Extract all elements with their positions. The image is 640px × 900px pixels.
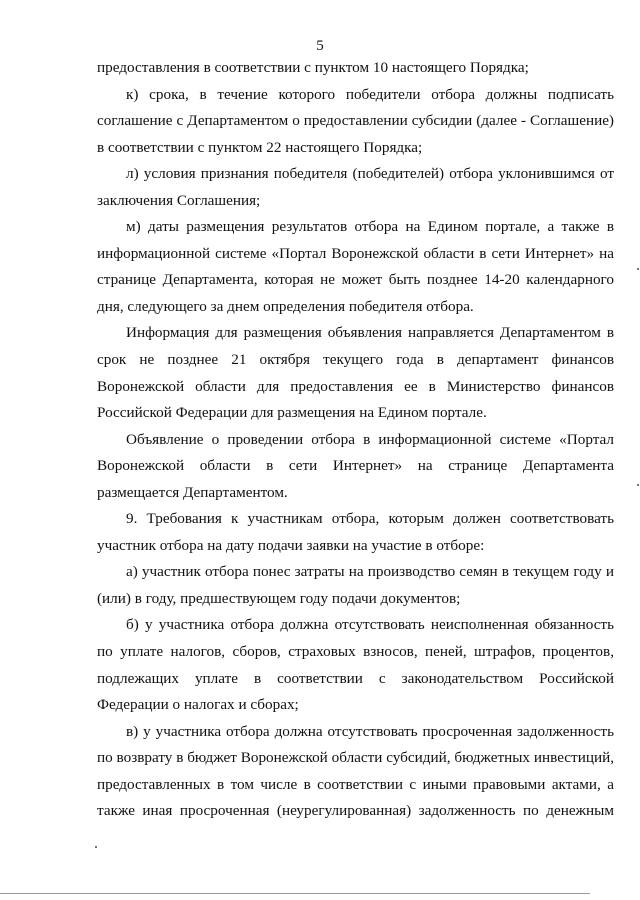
paragraph-section-9: 9. Требования к участникам отбора, которым должен соответствовать участник отбора на дату подачи заявки на участие в отборе: — [97, 510, 614, 554]
paragraph-item-v: в) у участника отбора должна отсутствовать просроченная задолженность по возврату в бюджет Воронежской области субсидий, бюджетных инвестиций, предоставленных в том числе в соответствии с иными правовыми актами, а также иная просроченная (неурегулированная) задолженность по денежным — [97, 722, 614, 820]
paragraph-continuation: предоставления в соответствии с пунктом 10 настоящего Порядка; — [97, 59, 529, 76]
paragraph-announcement: Объявление о проведении отбора в информационной системе «Портал Воронежской области в сети Интернет» на странице Департамента размещается Департаментом. — [97, 430, 614, 501]
paragraph-item-k: к) срока, в течение которого победители отбора должны подписать соглашение с Департаментом о предоставлении субсидии (далее - Соглашение) в соответствии с пунктом 22 настоящего Порядка; — [97, 85, 614, 156]
page-bottom-edge — [0, 893, 590, 894]
document-body — [97, 55, 614, 825]
page-number: 5 — [316, 38, 324, 54]
scan-speck — [95, 846, 97, 848]
paragraph-item-b: б) у участника отбора должна отсутствовать неисполненная обязанность по уплате налогов, сборов, страховых взносов, пеней, штрафов, процентов, подлежащих уплате в соответствии с законодательством Российской Федерации о налогах и сборах; — [97, 616, 614, 714]
paragraph-item-a: а) участник отбора понес затраты на производство семян в текущем году и (или) в году, предшествующем году подачи документов; — [97, 563, 614, 607]
paragraph-item-l: л) условия признания победителя (победителей) отбора уклонившимся от заключения Соглашения; — [97, 165, 614, 209]
scan-margin-mark — [637, 484, 639, 486]
scan-margin-mark — [637, 268, 639, 270]
paragraph-item-m: м) даты размещения результатов отбора на Едином портале, а также в информационной системе «Портал Воронежской области в сети Интернет» на странице Департамента, которая не может быть позднее 14-20 календарного дня, следующего за днем определения победителя отбора. — [97, 218, 614, 315]
paragraph-info-placement: Информация для размещения объявления направляется Департаментом в срок не позднее 21 октября текущего года в департамент финансов Воронежской области для предоставления ее в Министерство финансов Российской Федерации для размещения на Едином портале. — [97, 324, 614, 422]
